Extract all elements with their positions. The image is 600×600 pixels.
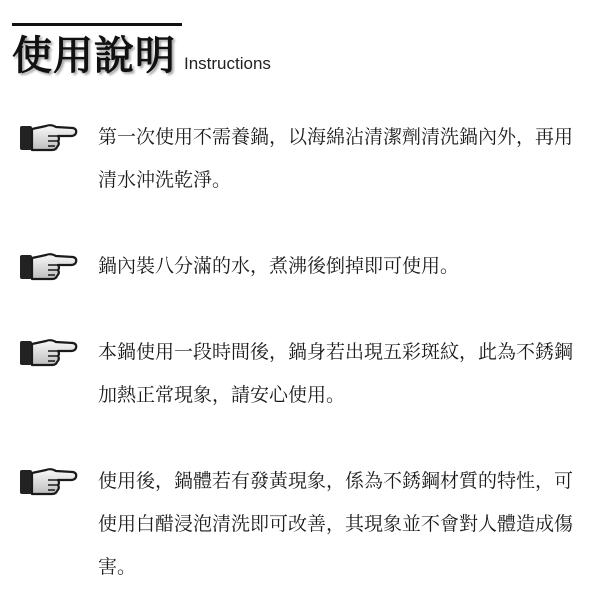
- instruction-text: 鍋內裝八分滿的水，煮沸後倒掉即可使用。: [98, 255, 460, 277]
- pointing-hand-icon: [18, 464, 78, 498]
- pointing-hand-icon: [18, 335, 78, 369]
- instruction-item: [18, 460, 588, 589]
- instruction-item: [18, 116, 588, 202]
- instruction-text: 使用後，鍋體若有發黃現象，係為不銹鋼材質的特性，可使用白醋浸泡清洗即可改善，其現象並不會對人體造成傷害。: [98, 470, 574, 578]
- pointing-hand-icon: [18, 249, 78, 283]
- header-rule: [12, 23, 182, 26]
- header: [12, 34, 271, 78]
- page-subtitle: Instructions: [184, 54, 271, 73]
- pointing-hand-icon: [18, 120, 78, 154]
- instruction-item: [18, 331, 588, 417]
- page-title: 使用說明: [12, 33, 176, 79]
- instruction-text: 第一次使用不需養鍋，以海綿沾清潔劑清洗鍋內外，再用清水沖洗乾淨。: [98, 126, 574, 191]
- instruction-text: 本鍋使用一段時間後，鍋身若出現五彩斑紋，此為不銹鋼加熱正常現象，請安心使用。: [98, 341, 574, 406]
- instruction-item: [18, 245, 588, 288]
